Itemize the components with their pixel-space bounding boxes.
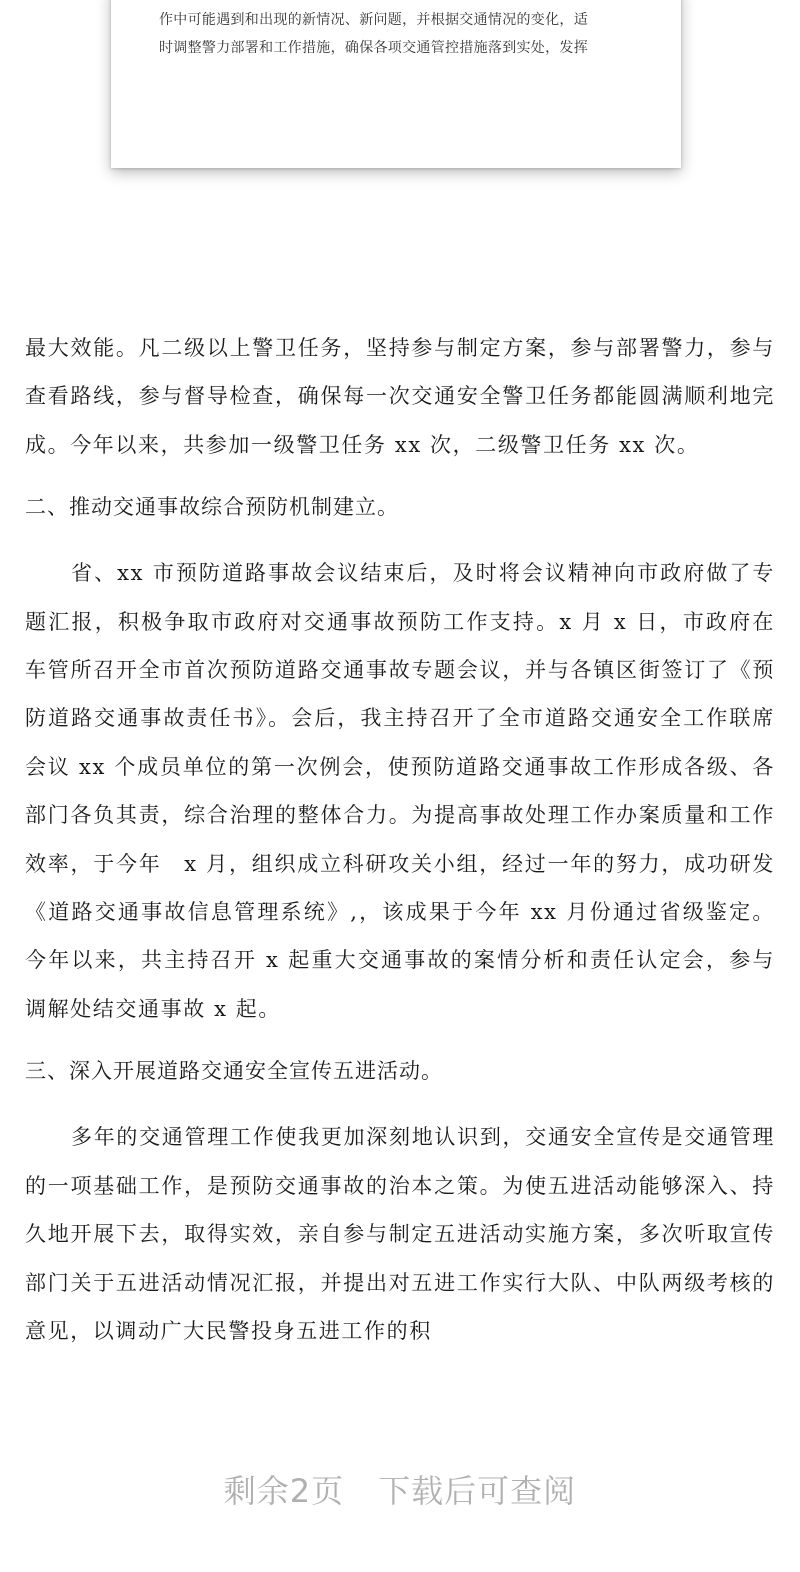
preview-text-line: 时调整警力部署和工作措施，确保各项交通管控措施落到实处，发挥 <box>159 40 588 56</box>
section-heading: 二、推动交通事故综合预防机制建立。 <box>25 495 399 520</box>
body-paragraph: 多年的交通管理工作使我更加深刻地认识到，交通安全宣传是交通管理的一项基础工作，是预防交通事故的治本之策。为使五进活动能够深入、持久地开展下去，取得实效，亲自参与制定五进活动实施方案，多次听取宣传部门关于五进活动情况汇报，并提出对五进工作实行大队、中队两级考核的意见，以调动广大民警投身五进工作的积 <box>25 1125 775 1343</box>
section-heading: 三、深入开展道路交通安全宣传五进活动。 <box>25 1059 443 1084</box>
download-prompt[interactable] <box>0 1466 800 1512</box>
body-paragraph: 最大效能。凡二级以上警卫任务，坚持参与制定方案，参与部署警力，参与查看路线，参与督导检查，确保每一次交通安全警卫任务都能圆满顺利地完成。今年以来，共参加一级警卫任务 xx 次，二级警卫任务 xx 次。 <box>25 336 775 457</box>
download-to-view-label[interactable]: 下载后可查阅 <box>378 1472 577 1510</box>
document-body <box>25 324 775 1355</box>
body-paragraph: 省、xx 市预防道路事故会议结束后，及时将会议精神向市政府做了专题汇报，积极争取市政府对交通事故预防工作支持。x 月 x 日，市政府在车管所召开全市首次预防道路交通事故专题会议，并与各镇区街签订了《预防道路交通事故责任书》。会后，我主持召开了全市道路交通安全工作联席会议 xx 个成员单位的第一次例会，使预防道路交通事故工作形成各级、各部门各负其责，综合治理的整体合力。为提高事故处理工作办案质量和工作效率，于今年 x 月，组织成立科研攻关小组，经过一年的努力，成功研发《道路交通事故信息管理系统》,，该成果于今年 xx 月份通过省级鉴定。今年以来，共主持召开 x 起重大交通事故的案情分析和责任认定会，参与调解处结交通事故 x 起。 <box>25 561 775 1021</box>
remaining-pages-label[interactable]: 剩余2页 <box>223 1472 345 1510</box>
document-preview-card <box>111 0 681 168</box>
preview-text-line: 作中可能遇到和出现的新情况、新问题，并根据交通情况的变化，适 <box>159 12 588 28</box>
